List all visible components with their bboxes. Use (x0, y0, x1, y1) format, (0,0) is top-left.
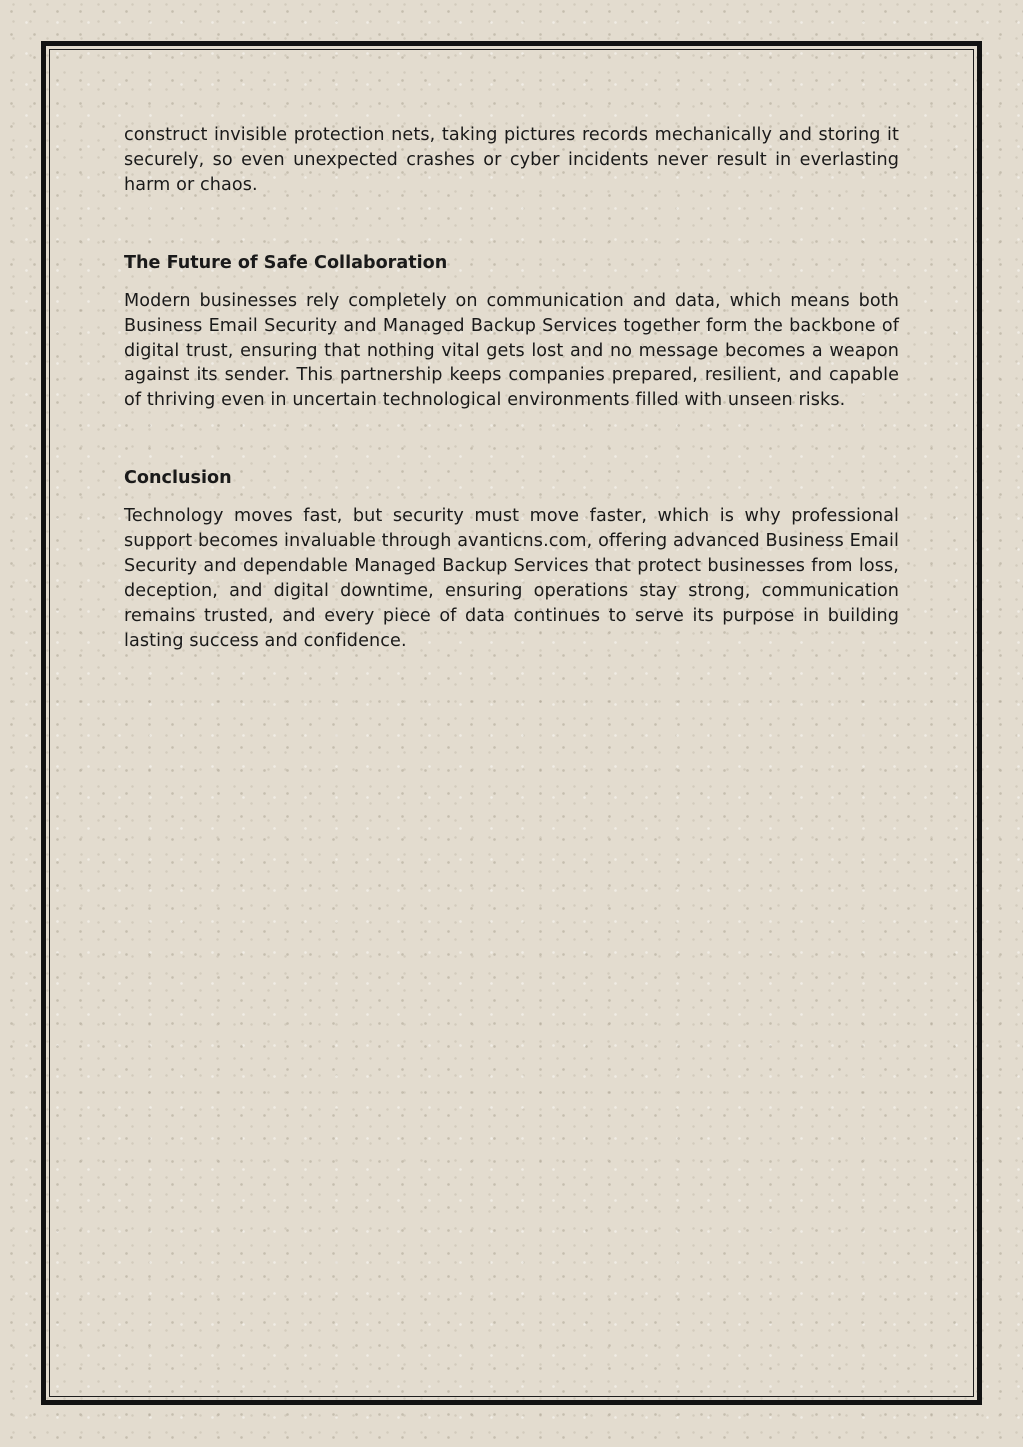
section-heading: The Future of Safe Collaboration (124, 252, 448, 273)
document-body (124, 123, 899, 654)
heading-spacer (124, 490, 899, 504)
section-spacer (124, 198, 899, 251)
section-future-safe-collaboration (124, 251, 899, 414)
intro-paragraph: construct invisible protection nets, taking pictures records mechanically and storing it securely, so even unexpected crashes or cyber incidents never result in everlasting harm or chaos. (124, 125, 899, 195)
section-spacer (124, 413, 899, 466)
section-paragraph: Technology moves fast, but security must move faster, which is why professional support becomes invaluable through avanticns.com, offering advanced Business Email Security and dependable Managed Backup Services that protect businesses from loss, deception, and digital downtime, ensuring operations stay strong, communication remains trusted, and every piece of data continues to serve its purpose in building lasting success and confidence. (124, 506, 899, 651)
section-heading: Conclusion (124, 468, 232, 489)
heading-spacer (124, 275, 899, 289)
section-paragraph: Modern businesses rely completely on communication and data, which means both Business Email Security and Managed Backup Services together form the backbone of digital trust, ensuring that nothing vital gets lost and no message becomes a weapon against its sender. This partnership keeps companies prepared, resilient, and capable of thriving even in uncertain technological environments filled with unseen risks. (124, 290, 899, 411)
section-conclusion (124, 466, 899, 653)
